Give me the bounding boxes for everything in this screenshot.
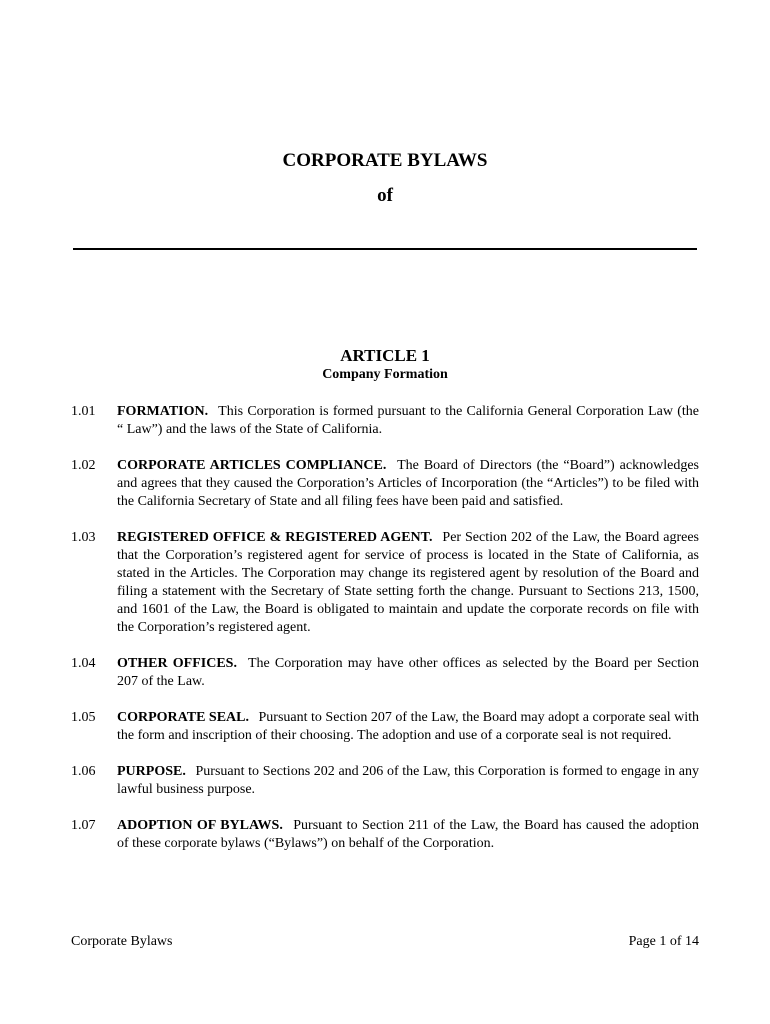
section-body [117,655,699,691]
section-text: Pursuant to Sections 202 and 206 of the Law, this Corporation is formed to engage in any lawful business purpose. [117,764,700,797]
section-body [117,457,699,511]
section-1-03 [71,529,699,637]
article-subtitle: Company Formation [322,367,448,382]
section-number: 1.07 [71,818,96,833]
section-text: Per Section 202 of the Law, the Board agrees that the Corporation’s registered agent for service of process is located in the State of California, as stated in the Articles. The Corporation may change its registered agent by resolution of the Board and filing a statement with the Secretary of State setting forth the change. Pursuant to Sections 213, 1500, and 1601 of the Law, the Board is obligated to maintain and update the corporate records on file with the Corporation’s registered agent. [117,530,699,635]
footer-document-name: Corporate Bylaws [71,934,173,949]
section-heading: OTHER OFFICES. [117,656,237,671]
footer-page-number: Page 1 of 14 [628,934,699,949]
section-1-01 [71,403,699,439]
section-number: 1.04 [71,656,96,671]
section-text: Pursuant to Section 207 of the Law, the Board may adopt a corporate seal with the form and inscription of their choosing. The adoption and use of a corporate seal is not required. [117,710,700,743]
section-heading: REGISTERED OFFICE & REGISTERED AGENT. [117,530,433,545]
article-title: ARTICLE 1 [340,346,430,365]
section-text: The Board of Directors (the “Board”) acknowledges and agrees that they caused the Corporation’s Articles of Incorporation (the “Articles”) to be filed with the California Secretary of State and all filing fees have been paid and satisfied. [117,458,699,509]
document-of: of [377,185,393,206]
section-text: Pursuant to Section 211 of the Law, the Board has caused the adoption of these corporate bylaws (“Bylaws”) on behalf of the Corporation. [117,818,700,851]
section-number: 1.01 [71,404,96,419]
section-number: 1.06 [71,764,96,779]
section-heading: ADOPTION OF BYLAWS. [117,818,283,833]
sections-list [71,403,699,853]
section-body [117,709,699,745]
section-body [117,763,699,799]
section-text: The Corporation may have other offices as selected by the Board per Section 207 of the Law. [117,656,699,689]
section-text: This Corporation is formed pursuant to the California General Corporation Law (the “ Law”) and the laws of the State of California. [117,404,699,437]
section-heading: FORMATION. [117,404,209,419]
section-number: 1.03 [71,530,96,545]
section-1-07 [71,817,699,853]
section-1-05 [71,709,699,745]
section-1-04 [71,655,699,691]
section-number: 1.02 [71,458,96,473]
document-title: CORPORATE BYLAWS [282,150,488,171]
section-heading: CORPORATE ARTICLES COMPLIANCE. [117,458,387,473]
section-body [117,529,699,637]
section-body [117,817,699,853]
section-heading: PURPOSE. [117,764,186,779]
section-1-06 [71,763,699,799]
section-body [117,403,699,439]
section-1-02 [71,457,699,511]
section-heading: CORPORATE SEAL. [117,710,249,725]
corporation-name-blank-line [73,248,697,250]
section-number: 1.05 [71,710,96,725]
